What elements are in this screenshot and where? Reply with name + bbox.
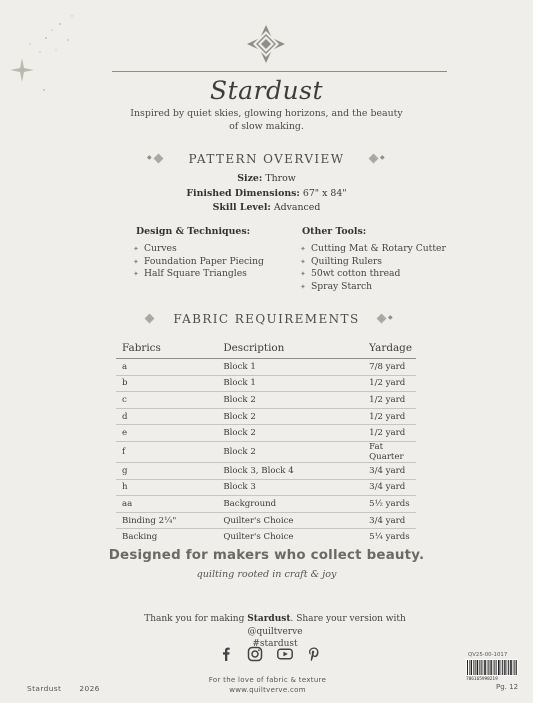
size-line: Size: Throw (237, 173, 296, 184)
techniques-list (133, 243, 264, 281)
table-row: d Block 2 1/2 yard (116, 408, 416, 425)
list-item: ✦ Half Square Triangles (133, 268, 247, 279)
dot-ornament: ◆ (147, 154, 152, 161)
website-link[interactable]: www.quiltverve.com (229, 685, 306, 694)
column-header-yardage: Yardage (363, 339, 416, 359)
table-row: Binding 2¼" Quilter's Choice 3/4 yard (116, 512, 416, 529)
table-row: f Block 2 Fat Quarter (116, 441, 416, 462)
table-row: a Block 1 7/8 yard (116, 359, 416, 376)
list-item: ✦ 50wt cotton thread (300, 268, 401, 279)
pattern-name: Stardust (247, 614, 291, 624)
star-logo-icon (246, 24, 286, 64)
footer-pattern-info (27, 684, 118, 693)
tagline-sub: quilting rooted in craft & joy (196, 569, 337, 580)
tools-heading: Other Tools: (302, 226, 367, 237)
star-bullet-icon: ✦ (133, 257, 139, 266)
tagline-main: Designed for makers who collect beauty. (108, 548, 425, 563)
star-bullet-icon: ✦ (300, 270, 306, 278)
techniques-heading: Design & Techniques: (136, 226, 251, 237)
list-item: ✦ Foundation Paper Piecing (133, 255, 264, 267)
pinterest-icon[interactable] (305, 645, 323, 663)
list-item: ✦ Cutting Mat & Rotary Cutter (300, 243, 446, 254)
thanks-text: Thank you for making Stardust. Share your version with @quiltverve #stardust (125, 613, 425, 651)
instagram-icon[interactable] (246, 645, 264, 663)
list-item: ✦ Curves (133, 243, 177, 254)
pattern-code: QV25-00-1017 (468, 652, 508, 658)
dot-ornament: ◆ (388, 314, 393, 321)
fabric-heading: FABRIC REQUIREMENTS (173, 312, 360, 326)
facebook-icon[interactable] (217, 645, 235, 663)
social-links (213, 645, 323, 665)
footer-tagline: For the love of fabric & texture www.quiltverve.com (180, 676, 355, 695)
overview-details (0, 172, 533, 216)
table-row: c Block 2 1/2 yard (116, 392, 416, 409)
dimensions-line: Finished Dimensions: 67" x 84" (186, 187, 347, 199)
table-row: e Block 2 1/2 yard (116, 425, 416, 442)
star-bullet-icon: ✦ (300, 257, 306, 266)
dot-ornament: ◆ (380, 154, 385, 161)
overview-heading: PATTERN OVERVIEW (188, 152, 345, 166)
table-row: aa Background 5½ yards (116, 496, 416, 513)
page-number: Pg. 12 (496, 683, 519, 691)
youtube-icon[interactable] (276, 645, 294, 663)
fabric-table (116, 339, 416, 545)
table-row: h Block 3 3/4 yard (116, 479, 416, 496)
hashtag: #stardust (252, 639, 298, 649)
star-bullet-icon: ✦ (300, 245, 306, 253)
star-bullet-icon: ✦ (133, 245, 139, 253)
list-item: ✦ Spray Starch (300, 280, 373, 292)
tools-list (300, 243, 446, 293)
footer-pattern-name: Stardust (27, 684, 62, 693)
header-divider (112, 71, 447, 72)
table-header-row (116, 339, 416, 359)
table-row: Backing Quilter's Choice 5¼ yards (122, 532, 410, 543)
footer-year: 2026 (79, 684, 100, 693)
intro-text: Inspired by quiet skies, glowing horizons, and the beauty of slow making. (130, 108, 403, 132)
column-header-fabrics: Fabrics (116, 339, 217, 359)
star-bullet-icon: ✦ (133, 270, 139, 278)
barcode-number: 786165998219 (466, 677, 498, 682)
list-item: ✦ Quilting Rulers (300, 255, 382, 267)
table-row: b Block 1 1/2 yard (116, 375, 416, 392)
column-header-description: Description (217, 339, 363, 359)
table-row: g Block 3, Block 4 3/4 yard (116, 462, 416, 479)
pattern-title: Stardust (209, 76, 323, 105)
barcode-icon (466, 659, 518, 676)
skill-line: Skill Level: Advanced (212, 202, 321, 213)
star-bullet-icon: ✦ (300, 282, 306, 291)
